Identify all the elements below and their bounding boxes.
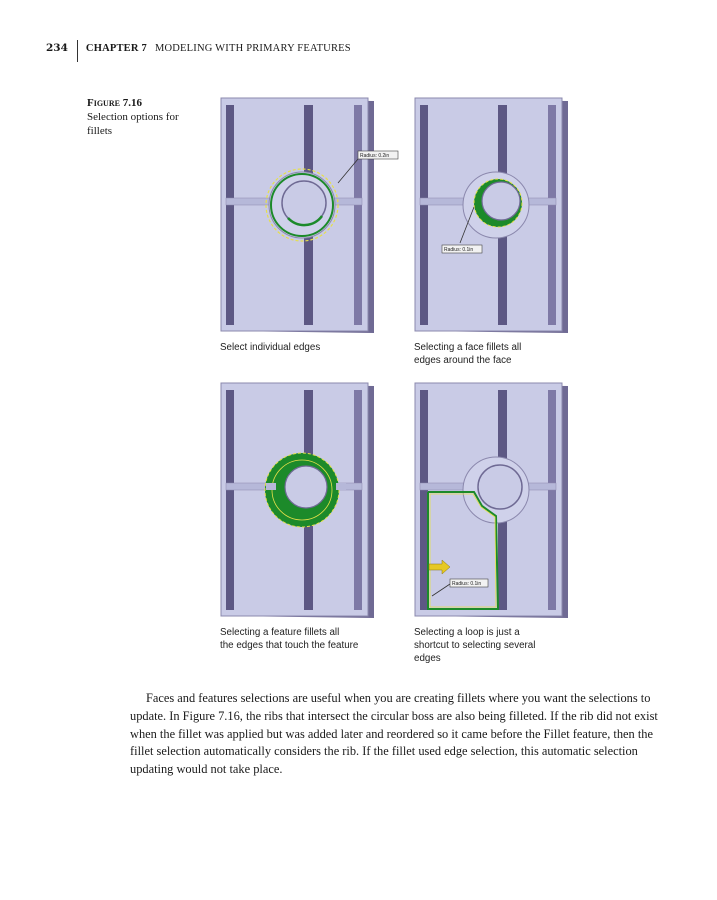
panel-caption: Select individual edges bbox=[220, 342, 321, 353]
page-number: 234 bbox=[46, 42, 68, 54]
figure-panel-select-edges bbox=[218, 95, 390, 353]
figure-caption bbox=[87, 97, 187, 138]
chapter-label: CHAPTER 7 bbox=[85, 43, 147, 54]
header-divider bbox=[77, 40, 78, 62]
running-header bbox=[46, 40, 351, 62]
body-paragraph: Faces and features selections are useful when you are creating fillets where you want the selections to update. In Figure 7.16, the ribs that intersect the circular boss are also being filleted. If the rib did not exist when the fillet was applied but was added later and reordered so it came before the Fillet feature, then the fillet selection automatically considers the rib. If the fillet used edge selection, this automatic selection updating would not take place. bbox=[130, 691, 658, 776]
figure-panel-select-face bbox=[412, 95, 572, 366]
panel-caption: Selecting a face fillets all edges around the face bbox=[414, 342, 522, 366]
figure-caption-text: Selection options for fillets bbox=[87, 111, 179, 137]
radius-callout: Radius: 0.1in bbox=[444, 247, 474, 253]
radius-callout: Radius: 0.1in bbox=[452, 581, 482, 587]
panel-caption: Selecting a loop is just a shortcut to selecting several edges bbox=[414, 627, 536, 664]
panel-caption: Selecting a feature fillets all the edges that touch the feature bbox=[220, 627, 359, 651]
cad-model-image bbox=[412, 380, 572, 620]
figure-number: Figure 7.16 bbox=[87, 97, 142, 109]
cad-model-image bbox=[218, 95, 390, 335]
cad-model-image bbox=[412, 95, 572, 335]
figure-panel-select-feature bbox=[218, 380, 378, 651]
cad-model-image bbox=[218, 380, 378, 620]
chapter-title: MODELING WITH PRIMARY FEATURES bbox=[154, 43, 351, 54]
figure-panel-select-loop bbox=[412, 380, 572, 664]
radius-callout: Radius: 0.2in bbox=[360, 153, 390, 159]
